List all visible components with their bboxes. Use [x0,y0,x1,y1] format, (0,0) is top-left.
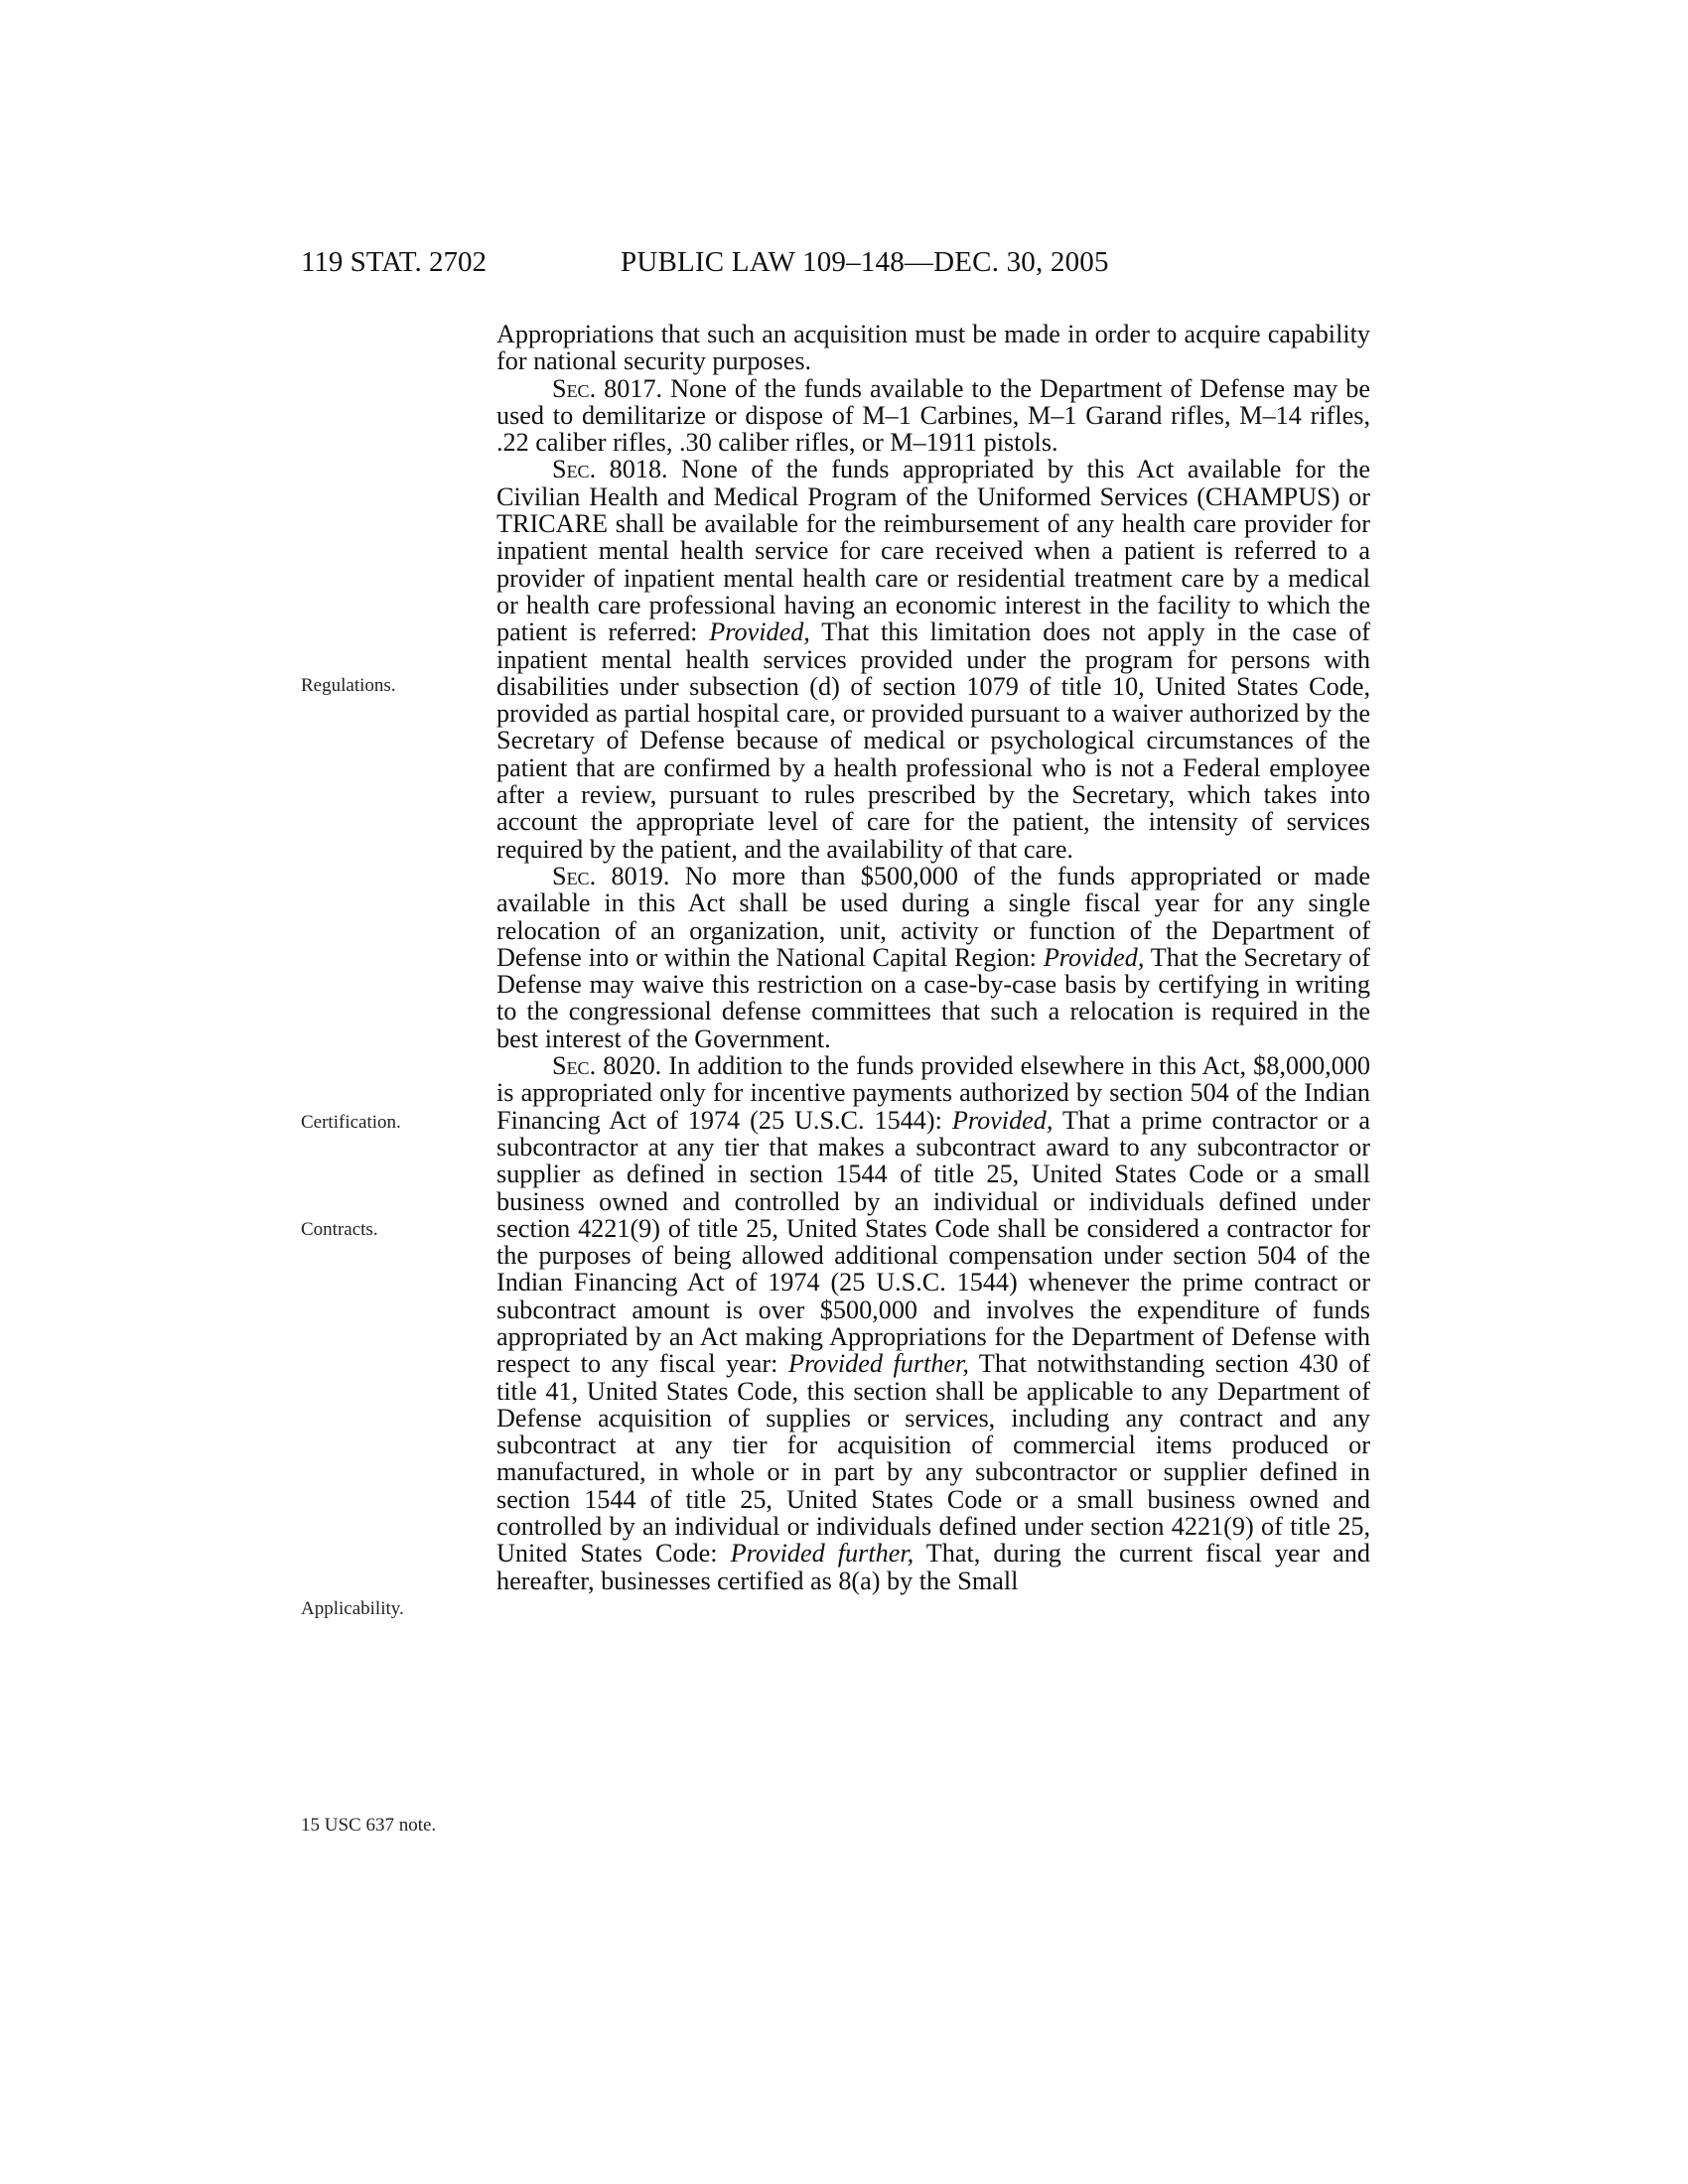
continuation-paragraph: Appropriations that such an acquisition must be made in order to acquire capability for national security purposes. [496,320,1370,376]
sec-text: That notwithstanding section 430 of title 41, United States Code, this section shall be applicable to any Department of Defense acquisition of supplies or services, including any contract and any subcontract at any tier for acquisition of commercial items produced or manufactured, in whole or in part by any subcontractor or supplier defined in section 1544 of title 25, United States Code or a small business owned and controlled by an individual or individuals defined under section 4221(9) of title 25, United States Code: [496,1349,1370,1569]
public-law-title: PUBLIC LAW 109–148—DEC. 30, 2005 [621,246,1109,278]
sec-label: Sec. [552,455,597,484]
sec-number: 8020. [603,1051,662,1081]
proviso: Provided, [951,1105,1054,1135]
sec-text: That a prime contractor or a subcontractor at any tier that makes a subcontract award to any subcontractor or supplier as defined in section 1544 of title 25, United States Code or a small business owned and controlled by an individual or individuals defined under section 4221(9) of title 25, United States Code shall be considered a contractor for the purposes of being allowed additional compensation under section 504 of the Indian Financing Act of 1974 (25 U.S.C. 1544) whenever the prime contract or subcontract amount is over $500,000 and involves the expenditure of funds appropriated by an Act making Appropriations for the Department of Defense with respect to any fiscal year: [496,1105,1371,1379]
sec-text: None of the funds appropriated by this Act available for the Civilian Health and Medical Program of the Uniformed Services (CHAMPUS) or TRICARE shall be available for the reimbursement of any health care provider for inpatient mental health service for care received when a patient is referred to a provider of inpatient mental health care or residential treatment care by a medical or health care professional having an economic interest in the facility to which the patient is referred: [496,455,1371,647]
body-text [496,321,1370,1594]
sec-text: In addition to the funds provided elsewhere in this Act, $8,000,000 is appropriated only for incentive payments authorized by section 504 of the Indian Financing Act of 1974 (25 U.S.C. 1544): [496,1051,1371,1135]
proviso: Provided, [1043,942,1145,972]
margin-note-regulations: Regulations. [301,675,396,696]
section-8018 [496,456,1370,862]
sec-text: None of the funds available to the Department of Defense may be used to demilitarize or dispose of M–1 Carbines, M–1 Garand rifles, M–14 rifles, .22 caliber rifles, .30 caliber rifles, or M–1911 pistols. [496,373,1371,458]
margin-note-applicability: Applicability. [301,1598,404,1619]
sec-text: No more than $500,000 of the funds appropriated or made available in this Act shall be used during a single fiscal year for any single relocation of an organization, unit, activity or function of the Department of Defense into or within the National Capital Region: [496,861,1371,972]
section-8019 [496,863,1370,1052]
sec-number: 8019. [611,861,670,890]
sec-number: 8017. [604,373,663,403]
sec-label: Sec. [552,1051,597,1081]
sec-label: Sec. [552,373,597,403]
margin-note-usc: 15 USC 637 note. [301,1815,437,1836]
margin-note-certification: Certification. [301,1112,401,1133]
sec-text: That this limitation does not apply in the case of inpatient mental health services provided under the program for persons with disabilities under subsection (d) of section 1079 of title 10, United States Code, provided as partial hospital care, or provided pursuant to a waiver authorized by the Secretary of Defense because of medical or psychological circumstances of the patient that are confirmed by a health professional who is not a Federal employee after a review, pursuant to rules prescribed by the Secretary, which takes into account the appropriate level of care for the patient, the intensity of services required by the patient, and the availability of that care. [496,617,1371,864]
margin-note-contracts: Contracts. [301,1219,378,1240]
sec-label: Sec. [552,861,597,890]
section-8017 [496,375,1370,457]
proviso: Provided, [709,617,810,647]
page-header [301,246,1373,286]
section-8020 [496,1052,1370,1594]
sec-number: 8018. [609,455,668,484]
sec-text: That the Secretary of Defense may waive this restriction on a case-by-case basis by certifying in writing to the congressional defense committees that such a relocation is required in the best interest of the Government. [496,942,1371,1053]
proviso: Provided further, [787,1349,969,1379]
proviso: Provided further, [730,1539,914,1569]
stat-page-number: 119 STAT. 2702 [301,246,487,278]
sec-text: That, during the current fiscal year and hereafter, businesses certified as 8(a) by the Small [496,1539,1370,1595]
